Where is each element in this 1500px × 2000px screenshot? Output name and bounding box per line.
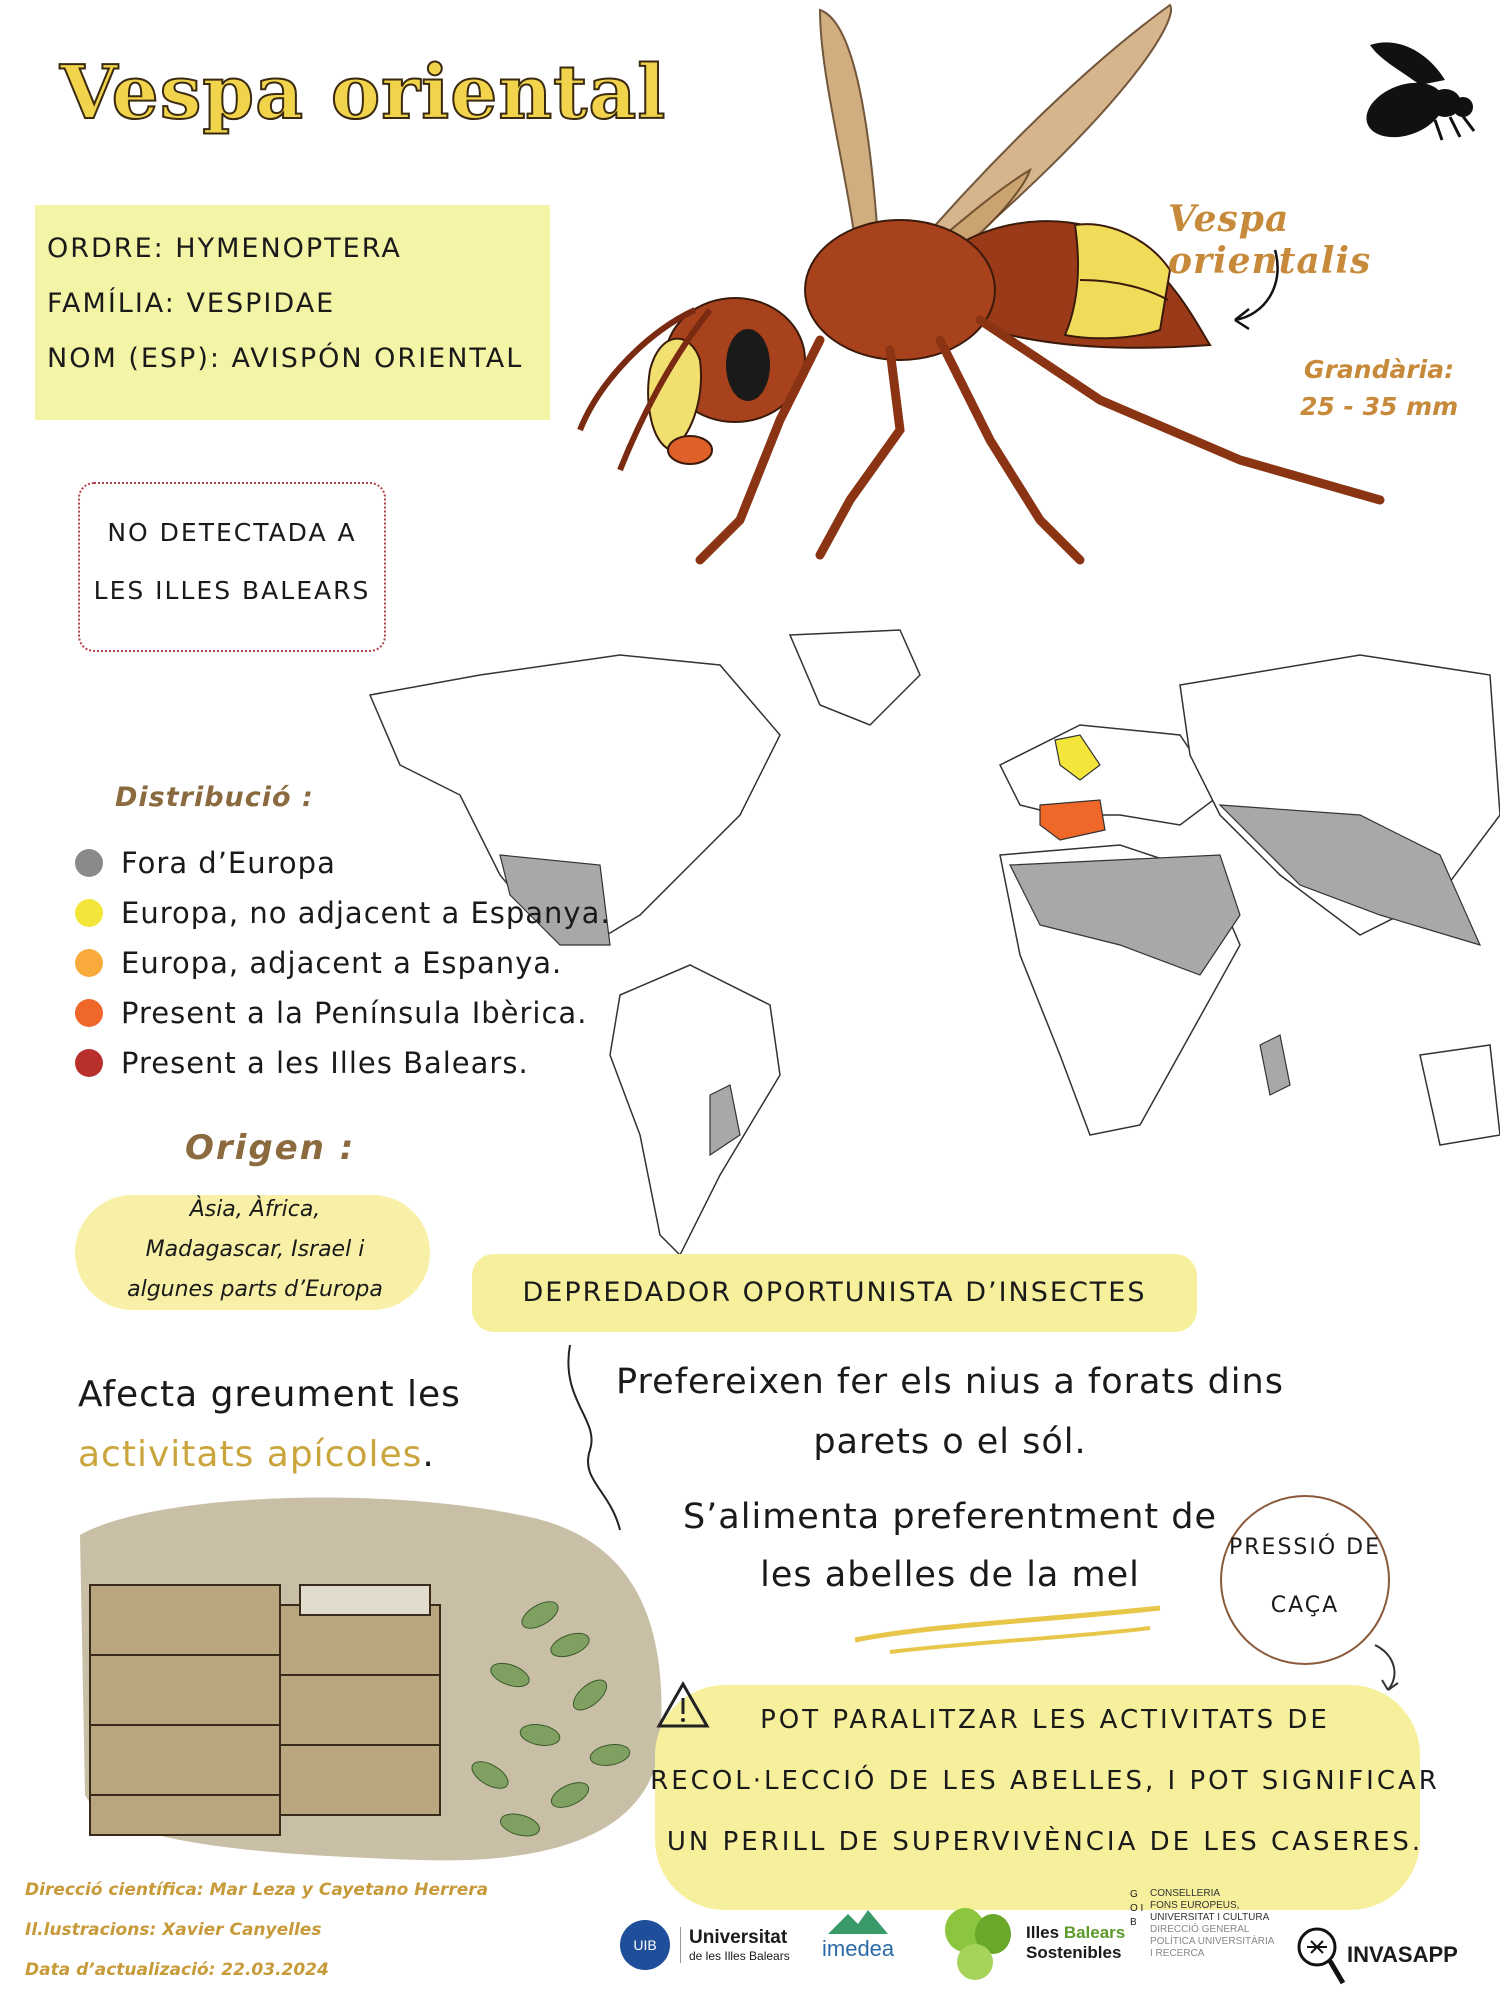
goib-line-2: FONS EUROPEUS,: [1150, 1900, 1240, 1911]
nests-line-2: parets o el sól.: [813, 1422, 1087, 1462]
warning-line-2: RECOL·LECCIÓ DE LES ABELLES, I POT SIGNIFICAR: [650, 1766, 1440, 1796]
affects-line-1: Afecta greument les: [78, 1374, 461, 1415]
nesting-text: [560, 1352, 1340, 1472]
origin-text: [95, 1190, 415, 1310]
ibs-illes: Illes: [1026, 1922, 1064, 1942]
leaf-icon: [935, 1900, 1020, 1985]
predator-box: DEPREDADOR OPORTUNISTA D’INSECTES: [472, 1254, 1197, 1332]
legend-item-europe-adjacent: [75, 938, 611, 988]
affects-highlight: activitats apícoles: [78, 1434, 423, 1475]
uib-name: Universitat: [689, 1927, 788, 1948]
hunting-pressure-badge: [1220, 1495, 1390, 1665]
origin-line-1: Àsia, Àfrica,: [189, 1197, 321, 1222]
legend-dot: [75, 899, 103, 927]
goib-line-1: CONSELLERIA: [1150, 1888, 1221, 1899]
taxonomy-family: FAMÍLIA: VESPIDAE: [47, 288, 336, 319]
warning-text: [650, 1690, 1440, 1873]
goib-letters: G O I B: [1130, 1889, 1144, 1928]
invasapp-logo: [1295, 1925, 1458, 1985]
credit-illustrations: Il.lustracions: Xavier Canyelles: [25, 1920, 322, 1940]
legend-item-balearic-islands: [75, 1038, 611, 1088]
pressure-line-2: CAÇA: [1270, 1593, 1340, 1618]
legend-label: Europa, adjacent a Espanya.: [121, 946, 563, 980]
pressure-line-1: PRESSIÓ DE: [1228, 1535, 1382, 1560]
feeding-text: [640, 1488, 1260, 1604]
legend-item-europe-non-adjacent: [75, 888, 611, 938]
distribution-legend: [75, 838, 611, 1088]
size-value: 25 - 35 mm: [1300, 392, 1459, 421]
legend-label: Fora d’Europa: [121, 846, 336, 880]
goib-line-6: I RECERCA: [1150, 1948, 1205, 1959]
feed-line-1: S’alimenta preferentment de: [682, 1497, 1218, 1537]
legend-item-iberian-peninsula: [75, 988, 611, 1038]
legend-label: Europa, no adjacent a Espanya.: [121, 896, 611, 930]
credit-updated: Data d’actualizació: 22.03.2024: [25, 1960, 329, 1980]
goib-logo: [1130, 1888, 1274, 1960]
mountain-icon: [828, 1908, 888, 1934]
legend-dot: [75, 999, 103, 1027]
size-info: [1300, 355, 1458, 421]
scientific-name: Vespa orientalis: [1168, 198, 1372, 282]
imedea-logo: [822, 1908, 894, 1962]
underline-decoration: [850, 1600, 1170, 1660]
invasapp-name: INVASAPP: [1347, 1942, 1458, 1967]
legend-label: Present a les Illes Balears.: [121, 1046, 529, 1080]
feed-line-2: les abelles de la mel: [760, 1555, 1140, 1595]
goib-line-4: DIRECCIÓ GENERAL: [1150, 1924, 1250, 1935]
credit-direction: Direcció científica: Mar Leza y Cayetano Herrera: [25, 1880, 489, 1900]
goib-line-3: UNIVERSITAT I CULTURA: [1150, 1912, 1270, 1923]
page-title: Vespa oriental: [60, 50, 667, 136]
detection-line-2: LES ILLES BALEARS: [93, 576, 371, 605]
beehive-illustration: [70, 1495, 670, 1865]
goib-line-5: POLÍTICA UNIVERSITÀRIA: [1150, 1936, 1275, 1947]
legend-dot: [75, 849, 103, 877]
magnifier-icon: [1295, 1925, 1345, 1985]
uib-logo: [620, 1920, 790, 1970]
legend-dot: [75, 949, 103, 977]
taxonomy-common-name: NOM (ESP): AVISPÓN ORIENTAL: [47, 343, 524, 374]
affects-text: [78, 1365, 461, 1485]
illes-balears-sostenibles-logo: [935, 1900, 1125, 1985]
uib-subname: de les Illes Balears: [689, 1949, 790, 1963]
distribution-title: Distribució :: [115, 782, 314, 813]
detection-line-1: NO DETECTADA A: [107, 518, 357, 547]
imedea-name: imedea: [822, 1936, 895, 1961]
taxonomy-box: [35, 205, 550, 420]
legend-item-outside-europe: [75, 838, 611, 888]
uib-badge: UIB: [620, 1920, 670, 1970]
affects-end: .: [422, 1434, 435, 1475]
ibs-balears: Balears: [1063, 1922, 1126, 1942]
origin-line-3: algunes parts d’Europa: [127, 1277, 383, 1302]
warning-line-3: UN PERILL DE SUPERVIVÈNCIA DE LES CASERES.: [666, 1827, 1424, 1857]
origin-title: Origen :: [185, 1128, 356, 1168]
legend-dot: [75, 1049, 103, 1077]
detection-status-box: [78, 482, 386, 652]
taxonomy-order: ORDRE: HYMENOPTERA: [47, 233, 402, 264]
size-label: Grandària:: [1304, 355, 1455, 384]
ibs-sostenibles: Sostenibles: [1026, 1942, 1122, 1962]
nests-line-1: Prefereixen fer els nius a forats dins: [616, 1362, 1284, 1402]
credits: [25, 1870, 488, 1990]
legend-label: Present a la Península Ibèrica.: [121, 996, 588, 1030]
arrow-icon: [1225, 245, 1285, 335]
warning-line-1: POT PARALITZAR LES ACTIVITATS DE: [760, 1705, 1330, 1735]
origin-line-2: Madagascar, Israel i: [145, 1237, 365, 1262]
